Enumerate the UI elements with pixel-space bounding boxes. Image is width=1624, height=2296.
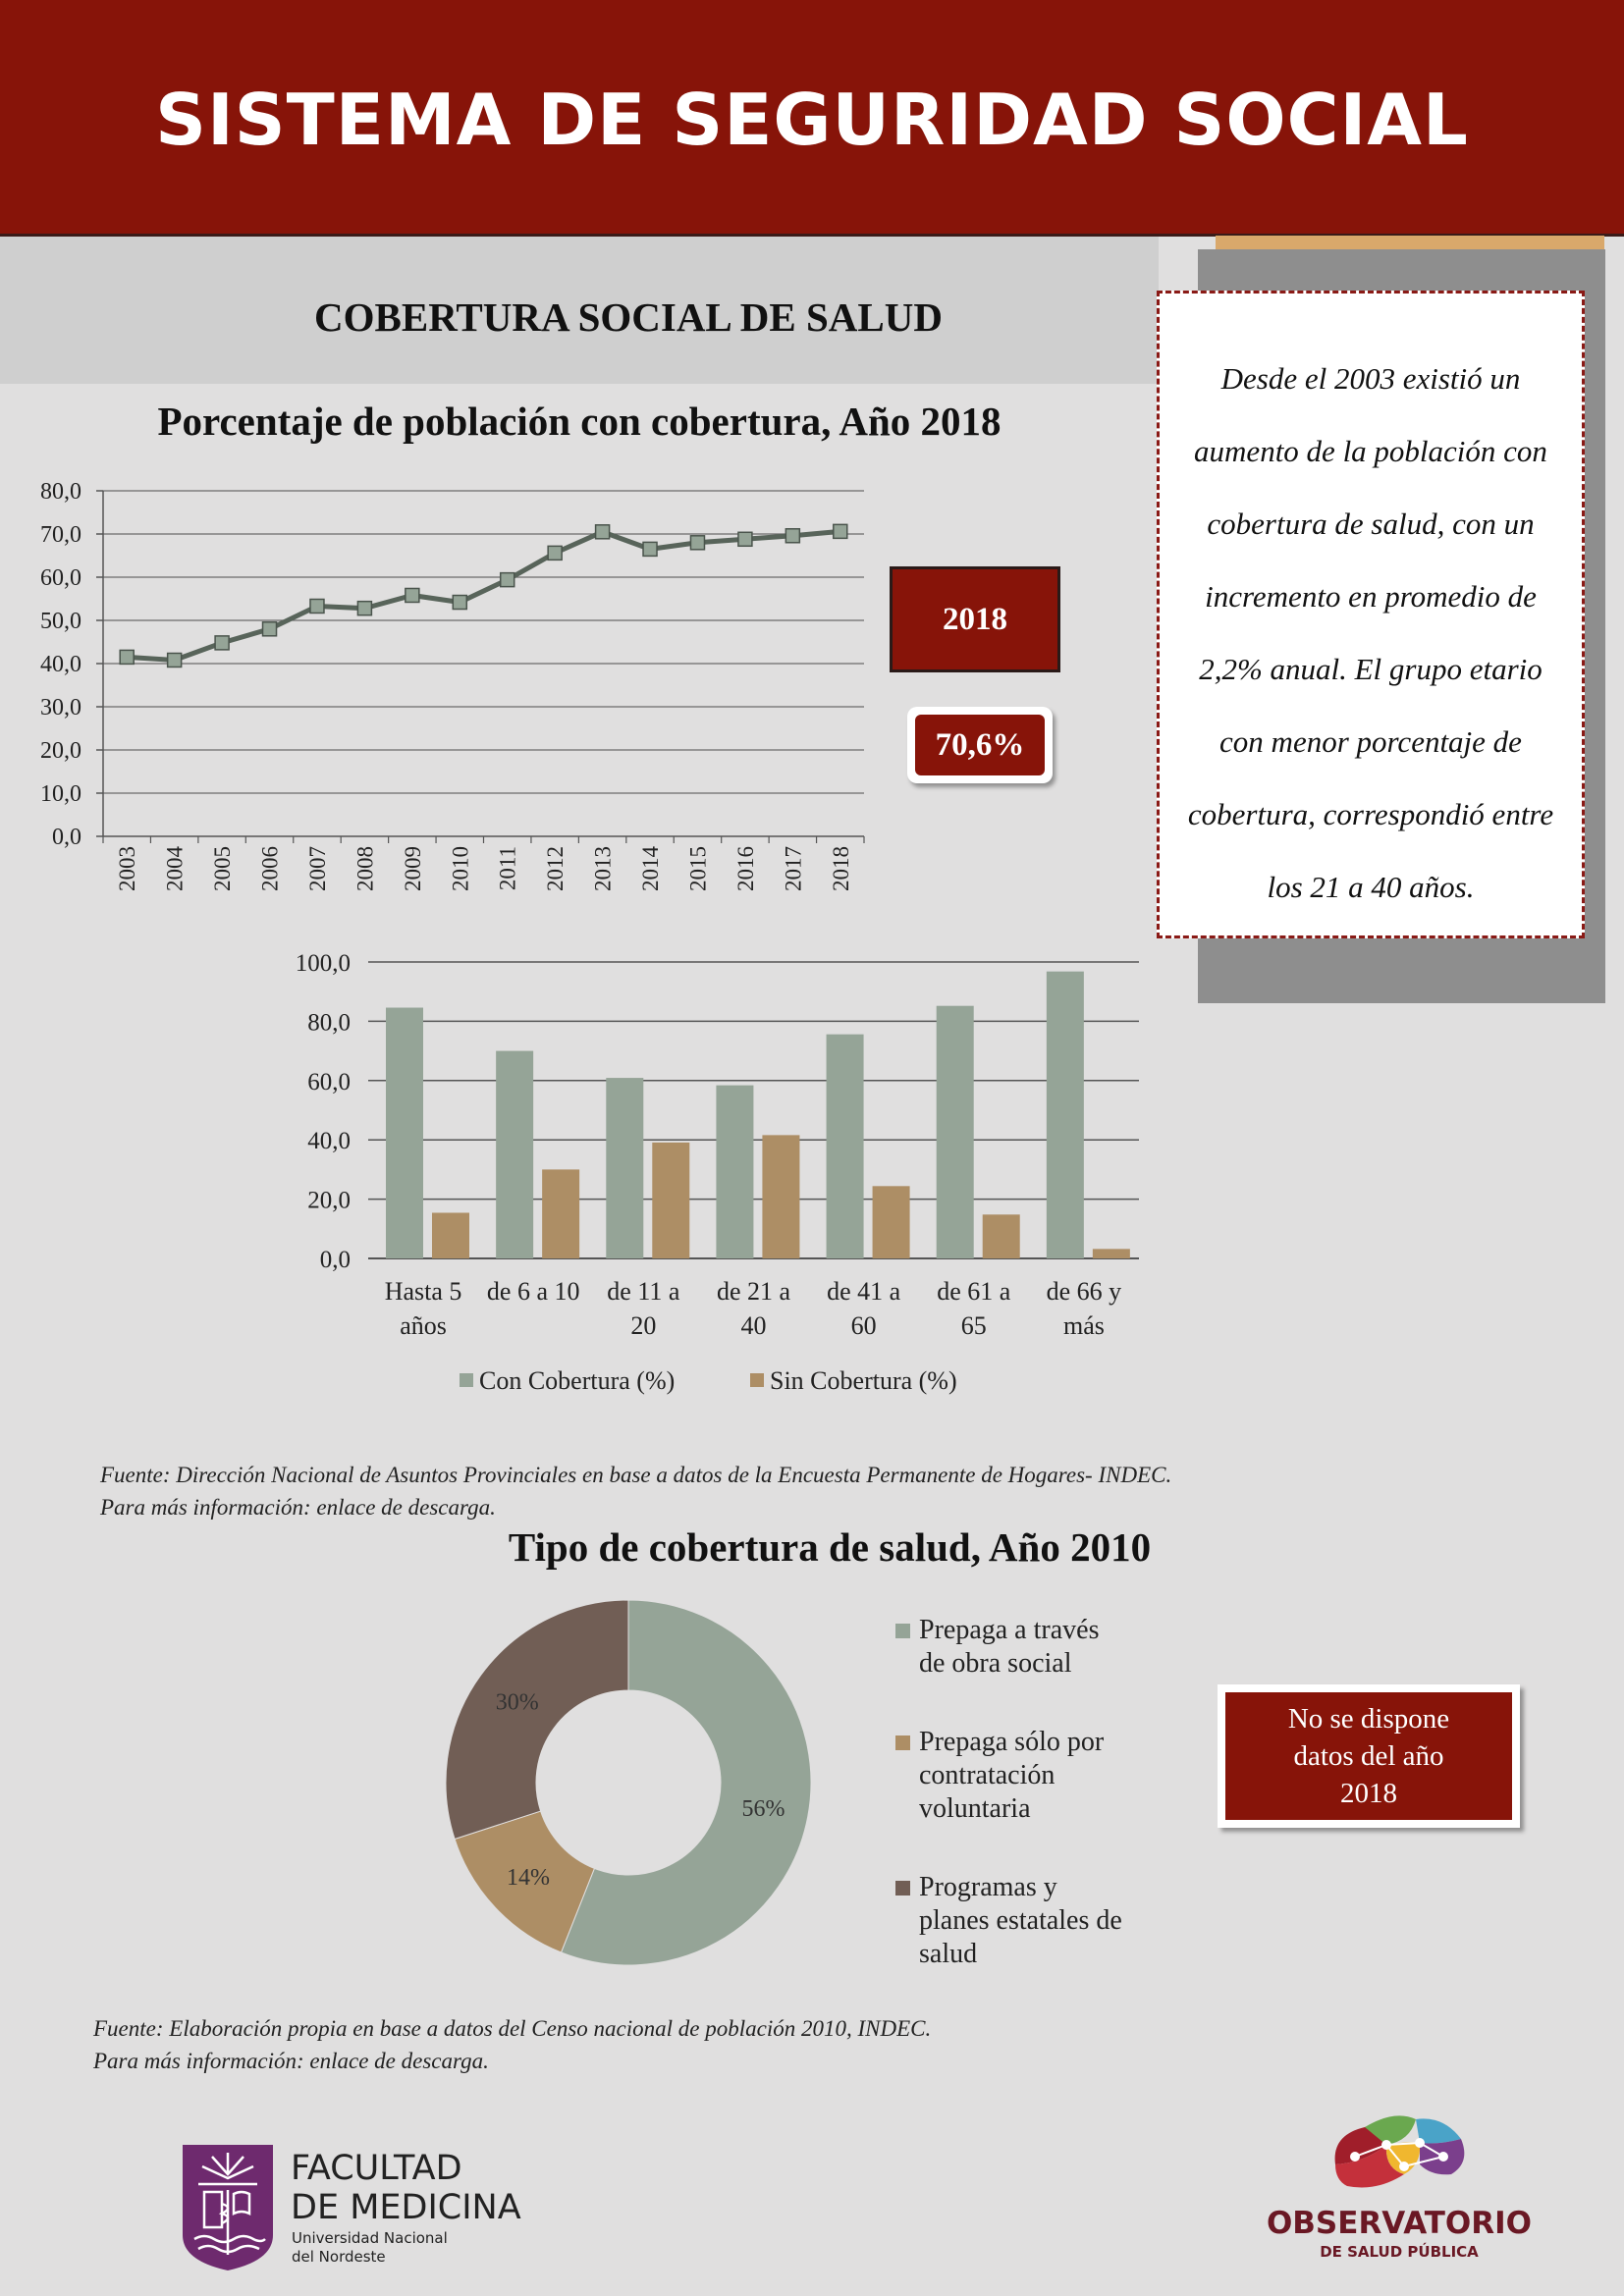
no-data-line: datos del año bbox=[1293, 1740, 1444, 1772]
bar-sin-cobertura bbox=[762, 1135, 799, 1258]
data-point bbox=[453, 596, 466, 610]
data-point bbox=[168, 653, 182, 667]
y-tick-label: 70,0 bbox=[40, 522, 81, 548]
data-point bbox=[643, 542, 657, 556]
x-tick-label: 2007 bbox=[304, 846, 330, 891]
logo-title bbox=[291, 2149, 521, 2227]
donut-legend bbox=[895, 1614, 1210, 2016]
legend-label: de obra social bbox=[919, 1648, 1072, 1679]
logo-title: OBSERVATORIO bbox=[1266, 2206, 1533, 2241]
source-line: Fuente: Dirección Nacional de Asuntos Provinciales en base a datos de la Encuesta Permanente de Hogares- INDEC. bbox=[100, 1463, 1172, 1487]
legend-label: planes estatales de bbox=[919, 1905, 1122, 1936]
y-tick-label: 0,0 bbox=[319, 1247, 351, 1273]
x-category-label: años bbox=[400, 1311, 447, 1340]
legend-label: Sin Cobertura (%) bbox=[770, 1366, 957, 1395]
donut-slice bbox=[446, 1600, 628, 1839]
summary-text: Desde el 2003 existió un aumento de la población con cobertura de salud, con un incremento en promedio de 2,2% anual. El grupo etario con menor porcentaje de cobertura, correspondió entre los 21 a 40 años. bbox=[1187, 361, 1554, 904]
y-tick-label: 100,0 bbox=[295, 950, 351, 977]
y-tick-label: 80,0 bbox=[307, 1009, 351, 1037]
data-point bbox=[120, 650, 134, 664]
logo-title-line: DE MEDICINA bbox=[291, 2188, 521, 2227]
x-tick-label: 2013 bbox=[590, 846, 616, 891]
bar-con-cobertura bbox=[716, 1086, 753, 1258]
bar-sin-cobertura bbox=[432, 1212, 469, 1258]
highlight-value: 70,6% bbox=[915, 715, 1045, 775]
section-title: COBERTURA SOCIAL DE SALUD bbox=[314, 294, 943, 340]
data-point bbox=[738, 532, 752, 546]
data-point bbox=[834, 524, 847, 538]
y-tick-label: 20,0 bbox=[40, 738, 81, 764]
x-category-label: 60 bbox=[850, 1311, 877, 1340]
data-point bbox=[548, 546, 562, 560]
bar-con-cobertura bbox=[1047, 972, 1084, 1258]
logo-subtitle bbox=[292, 2229, 448, 2267]
data-point bbox=[501, 573, 514, 587]
facultad-medicina-logo bbox=[183, 2145, 536, 2272]
bar-con-cobertura bbox=[386, 1008, 423, 1258]
logo-subtitle: DE SALUD PÚBLICA bbox=[1320, 2243, 1479, 2261]
slice-label: 30% bbox=[495, 1689, 539, 1716]
y-tick-label: 40,0 bbox=[40, 652, 81, 677]
legend-label: Prepaga sólo por bbox=[919, 1727, 1105, 1757]
slice-label: 14% bbox=[506, 1864, 550, 1891]
header-banner bbox=[0, 0, 1624, 237]
x-category-label: de 21 a bbox=[716, 1277, 791, 1306]
x-category-label: de 66 y bbox=[1046, 1277, 1122, 1306]
donut-chart-title: Tipo de cobertura de salud, Año 2010 bbox=[508, 1524, 1152, 1570]
bar-con-cobertura bbox=[496, 1051, 533, 1258]
x-tick-label: 2018 bbox=[828, 846, 853, 891]
source-link-line: Para más información: enlace de descarga. bbox=[93, 2049, 489, 2073]
x-tick-label: 2015 bbox=[685, 846, 711, 891]
legend-label: Con Cobertura (%) bbox=[479, 1366, 676, 1395]
slice-label: 56% bbox=[741, 1796, 785, 1823]
x-category-label: de 61 a bbox=[937, 1277, 1011, 1306]
y-tick-label: 60,0 bbox=[40, 565, 81, 591]
data-point bbox=[310, 599, 324, 613]
observatorio-logo bbox=[1257, 2106, 1542, 2263]
data-point bbox=[690, 536, 704, 550]
data-point bbox=[596, 525, 610, 539]
x-tick-label: 2017 bbox=[781, 846, 806, 891]
no-data-line: 2018 bbox=[1340, 1778, 1397, 1809]
y-tick-label: 50,0 bbox=[40, 609, 81, 634]
x-tick-label: 2009 bbox=[400, 846, 425, 891]
network-brain-icon bbox=[1326, 2106, 1473, 2204]
shield-icon bbox=[183, 2145, 273, 2270]
x-tick-label: 2004 bbox=[162, 846, 188, 891]
y-tick-label: 20,0 bbox=[307, 1187, 351, 1214]
bar-con-cobertura bbox=[937, 1006, 974, 1258]
y-tick-label: 10,0 bbox=[40, 781, 81, 807]
x-tick-label: 2005 bbox=[210, 846, 236, 891]
x-category-label: de 11 a bbox=[607, 1277, 680, 1306]
bar-sin-cobertura bbox=[542, 1169, 579, 1258]
logo-subtitle-line: Universidad Nacional bbox=[292, 2229, 448, 2247]
y-tick-label: 80,0 bbox=[40, 479, 81, 505]
y-tick-label: 0,0 bbox=[52, 825, 81, 850]
data-point bbox=[263, 622, 277, 636]
bar-sin-cobertura bbox=[873, 1186, 910, 1258]
page-title: SISTEMA DE SEGURIDAD SOCIAL bbox=[155, 79, 1469, 161]
legend-item-programas-estatales bbox=[895, 1871, 1210, 1971]
legend-swatch bbox=[460, 1373, 473, 1387]
source-line: Fuente: Elaboración propia en base a datos del Censo nacional de población 2010, INDEC. bbox=[93, 2016, 932, 2041]
no-data-line: No se dispone bbox=[1287, 1703, 1450, 1735]
legend-label: Prepaga a través bbox=[919, 1615, 1100, 1645]
highlight-year-box: 2018 bbox=[890, 566, 1060, 672]
legend-swatch bbox=[750, 1373, 764, 1387]
bar-sin-cobertura bbox=[652, 1143, 689, 1258]
x-category-label: más bbox=[1062, 1311, 1105, 1340]
x-category-label: 20 bbox=[630, 1311, 657, 1340]
no-data-callout bbox=[1218, 1684, 1520, 1828]
series-line bbox=[127, 531, 840, 660]
data-point bbox=[406, 588, 419, 602]
x-tick-label: 2003 bbox=[115, 846, 140, 891]
logo-subtitle-line: del Nordeste bbox=[292, 2248, 386, 2266]
x-tick-label: 2006 bbox=[257, 846, 283, 891]
no-data-text bbox=[1225, 1692, 1512, 1820]
x-category-label: de 41 a bbox=[827, 1277, 901, 1306]
y-tick-label: 30,0 bbox=[40, 695, 81, 721]
legend-label: salud bbox=[919, 1939, 978, 1969]
legend-item-prepaga-voluntaria bbox=[895, 1726, 1210, 1826]
highlight-value-box bbox=[907, 707, 1053, 783]
bar-sin-cobertura bbox=[983, 1214, 1020, 1258]
x-tick-label: 2011 bbox=[495, 846, 520, 891]
section-band bbox=[0, 237, 1159, 384]
legend-swatch bbox=[895, 1881, 910, 1896]
legend-swatch bbox=[895, 1735, 910, 1750]
y-tick-label: 40,0 bbox=[307, 1128, 351, 1155]
x-category-label: 65 bbox=[960, 1311, 987, 1340]
y-tick-label: 60,0 bbox=[307, 1068, 351, 1095]
x-tick-label: 2008 bbox=[352, 846, 378, 891]
x-tick-label: 2014 bbox=[638, 846, 664, 891]
legend-label: voluntaria bbox=[919, 1793, 1031, 1824]
summary-callout bbox=[1157, 291, 1585, 938]
logo-title-line: FACULTAD bbox=[291, 2149, 462, 2188]
source-note-2 bbox=[93, 2012, 931, 2077]
bar-con-cobertura bbox=[606, 1078, 643, 1258]
data-point bbox=[357, 602, 371, 615]
data-point bbox=[785, 529, 799, 543]
bar-con-cobertura bbox=[827, 1035, 864, 1258]
bar-chart bbox=[236, 942, 1159, 1414]
bar-sin-cobertura bbox=[1093, 1249, 1130, 1258]
legend-label: Programas y bbox=[919, 1872, 1057, 1902]
donut-chart bbox=[432, 1590, 825, 1983]
x-tick-label: 2016 bbox=[732, 846, 758, 891]
legend-swatch bbox=[895, 1624, 910, 1638]
x-tick-label: 2010 bbox=[448, 846, 473, 891]
line-chart-title: Porcentaje de población con cobertura, Año 2018 bbox=[157, 399, 1001, 444]
legend-label: contratación bbox=[919, 1760, 1056, 1790]
x-category-label: de 6 a 10 bbox=[486, 1277, 580, 1306]
legend-item-prepaga-obra-social bbox=[895, 1614, 1210, 1681]
x-category-label: 40 bbox=[740, 1311, 767, 1340]
x-tick-label: 2012 bbox=[543, 846, 568, 891]
line-chart bbox=[0, 461, 884, 923]
data-point bbox=[215, 636, 229, 650]
source-link-line: Para más información: enlace de descarga. bbox=[100, 1495, 496, 1520]
source-note-1 bbox=[100, 1459, 1171, 1523]
x-category-label: Hasta 5 bbox=[384, 1277, 462, 1306]
